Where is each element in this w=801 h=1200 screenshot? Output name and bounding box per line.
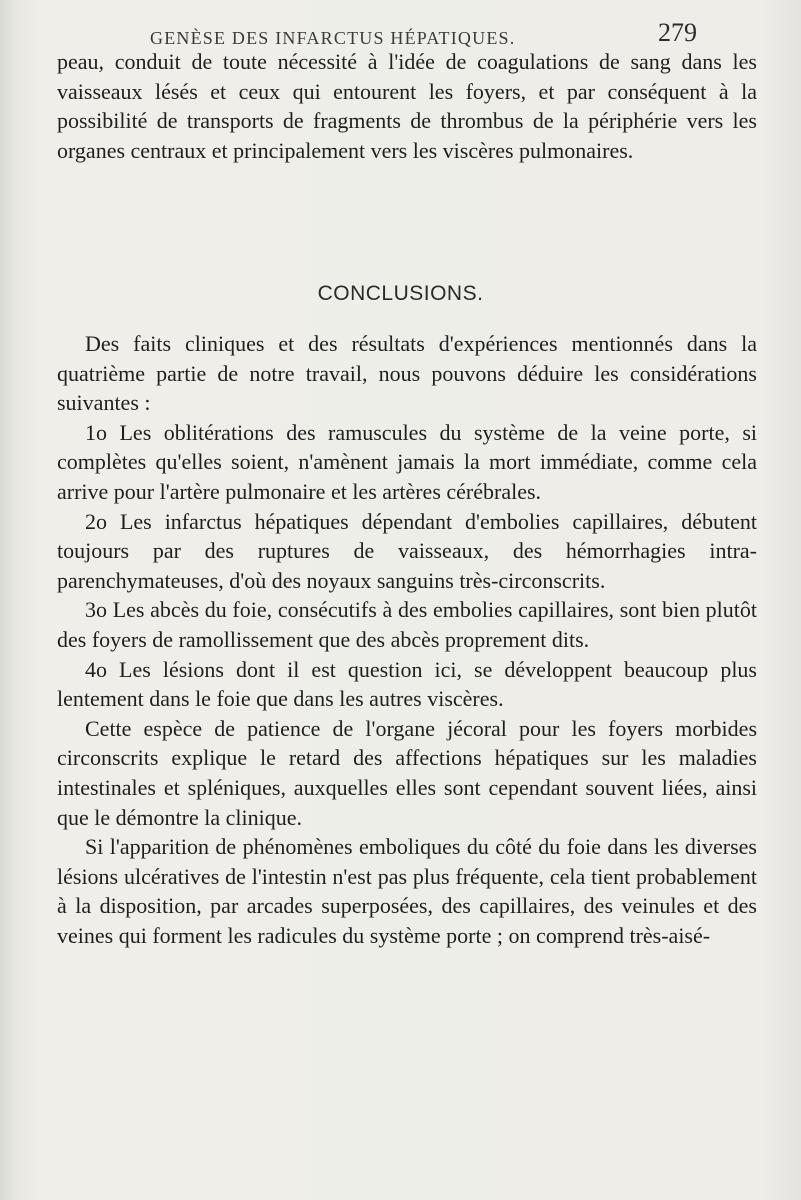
paragraph-conclusion-2: 2o Les infarctus hépatiques dépendant d'embolies capillaires, débutent toujours par des ruptures de vaisseaux, des hémorrhagies intra-parenchymateuses, d'où des noyaux sanguins très-circonscrits. (57, 508, 757, 593)
section-heading: CONCLUSIONS. (317, 282, 484, 305)
page-number: 279 (658, 18, 697, 47)
intro-text: peau, conduit de toute nécessité à l'idée de coagulations de sang dans les vaisseaux lésés et ceux qui entourent les foyers, et par conséquent à la possibilité de transports de fragments de thrombus de la périphérie vers les organes centraux et principalement vers les viscères pulmonaires. (57, 49, 757, 163)
running-title: GENÈSE DES INFARCTUS HÉPATIQUES. (150, 28, 516, 48)
paragraph-apparition: Si l'apparition de phénomènes emboliques du côté du foie dans les diverses lésions ulcératives de l'intestin n'est pas plus fréquente, cela tient probablement à la disposition, par arcades superposées, des capillaires, des veinules et des veines qui forment les radicules du système porte ; on comprend très-aisé- (57, 834, 757, 948)
paragraph-conclusion-1: 1o Les oblitérations des ramuscules du système de la veine porte, si complètes qu'elles soient, n'amènent jamais la mort immédiate, comme cela arrive pour l'artère pulmonaire et les artères cérébrales. (57, 419, 757, 504)
paragraph-intro: Des faits cliniques et des résultats d'expériences mentionnés dans la quatrième partie de notre travail, nous pouvons déduire les considérations suivantes : (57, 331, 757, 416)
paragraph-conclusion-4: 4o Les lésions dont il est question ici, se développent beaucoup plus lentement dans le foie que dans les autres viscères. (57, 656, 757, 712)
intro-paragraph (57, 47, 757, 165)
conclusions-body (57, 329, 757, 950)
paragraph-conclusion-3: 3o Les abcès du foie, consécutifs à des embolies capillaires, sont bien plutôt des foyers de ramollissement que des abcès proprement dits. (57, 597, 757, 652)
paragraph-patience: Cette espèce de patience de l'organe jécoral pour les foyers morbides circonscrits explique le retard des affections hépatiques sur les maladies intestinales et spléniques, auxquelles elles sont cependant souvent liées, ainsi que le démontre la clinique. (57, 715, 757, 830)
